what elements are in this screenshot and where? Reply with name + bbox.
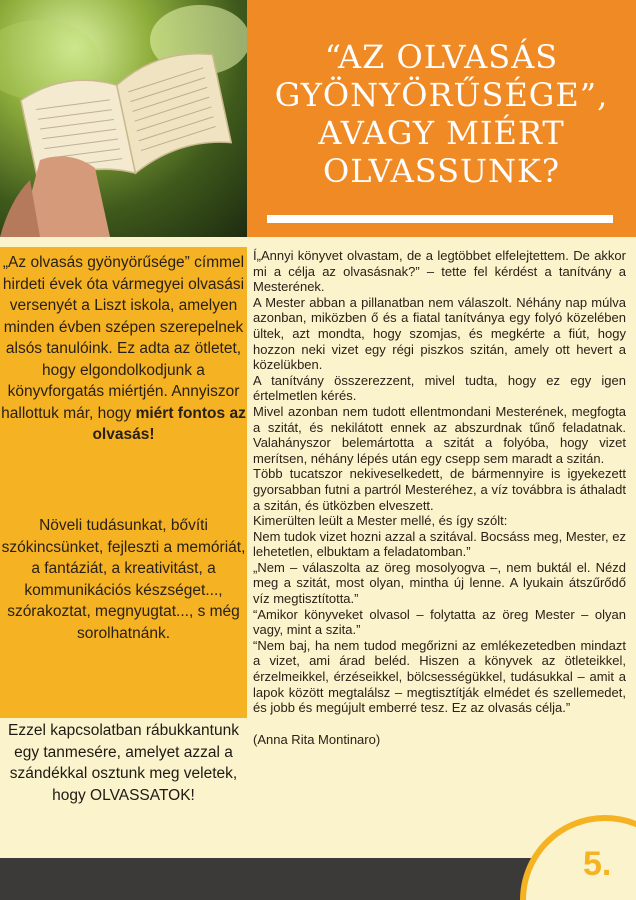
sidebar-outro: Ezzel kapcsolatban rábukkantunk egy tanmesére, amelyet azzal a szándékkal osztunk meg veletek, hogy OLVASSATOK! xyxy=(8,722,239,804)
article-signature: (Anna Rita Montinaro) xyxy=(253,731,381,747)
article-paragraph: Nem tudok vizet hozni azzal a szitával. Bocsáss meg, Mester, ez lehetetlen, elbuktam a feladatomban.” xyxy=(253,528,626,560)
article-paragraph: Több tucatszor nekiveselkedett, de bármennyire is igyekezett gyorsabban futni a partról Mesteréhez, a víz továbbra is áthaladt a szitán, és ütközben elveszett. xyxy=(253,466,626,513)
book-illustration xyxy=(0,0,247,237)
article-paragraph: A Mester abban a pillanatban nem válaszolt. Néhány nap múlva azonban, miközben ő és a fiatal tanítványa egy folyó közelében ültek, azt mondta, hogy szomjas, és megkérte a fiút, hogy hozzon neki vizet egy régi piszkos szitán, amely ott hevert a közelükben. xyxy=(253,294,626,373)
article-paragraph: A tanítvány összerezzent, mivel tudta, hogy ez egy igen értelmetlen kérés. xyxy=(253,372,626,404)
title-divider xyxy=(267,215,613,223)
article-paragraph: Kimerülten leült a Mester mellé, és így szólt: xyxy=(253,513,508,529)
article-paragraph: „Nem – válaszolta az öreg mosolyogva –, nem buktál el. Nézd meg a szitát, most olyan, mintha új lenne. A lyukain átszűrődő víz megtisztította.” xyxy=(253,559,626,607)
corner-arc xyxy=(520,815,636,900)
article-paragraph: Mivel azonban nem tudott ellentmondani Mesterének, megfogta a szitát, és nekilátott ennek az abszurdnak tűnő feladatnak. Valahányszor belemártotta a szitát a folyóba, hogy vizet merítsen, néhány lépés után egy csepp sem maradt a szitán. xyxy=(253,403,626,466)
article-paragraph: “Nem baj, ha nem tudod megőrizni az emlékezetedben mindazt a vizet, ami árad beléd. Hiszen a könyvek az ötleteikkel, érzelmeikkel, érzéseikkel, bölcsességükkel, tudásukkal – amit a lapok között megtalálsz – megtisztítják elmédet és szellemedet, és jobb és megújult emberré tesz. Ez az olvasás célja.” xyxy=(253,637,626,716)
sidebar-intro-bold: miért fontos az olvasás! xyxy=(92,404,246,443)
divider-strip xyxy=(0,237,247,247)
sidebar-intro-text: „Az olvasás gyönyörűsége” címmel hirdeti évek óta vármegyei olvasási versenyét a Liszt iskola, amelyen minden évben szépen szerepelnek alsós tanulóink. Ez adta az ötletet, hogy elgondolkodjunk a könyvforgatás miértjén. Annyiszor hallottuk már, hogy xyxy=(1,254,245,422)
title-panel xyxy=(247,0,636,237)
page-corner-decoration xyxy=(520,815,636,900)
sidebar-benefits: Növeli tudásunkat, bővíti szókincsünket, fejleszti a memóriát, a fantáziát, a kreativitást, a kommunikációs készséget..., szórakoztat, megnyugtat..., s még sorolhatnánk. xyxy=(1,517,246,642)
page-number: 5. xyxy=(583,845,612,883)
article-paragraph: “Amikor könyveket olvasol – folytatta az öreg Mester – olyan vagy, mint a szita.” xyxy=(253,606,626,638)
article-body xyxy=(253,248,626,747)
page-title: “AZ OLVASÁS GYÖNYÖRŰSÉGE”, AVAGY MIÉRT OLVASSUNK? xyxy=(274,38,609,190)
sidebar-outro-panel xyxy=(0,718,247,858)
sidebar-intro xyxy=(0,252,247,446)
sidebar-panel xyxy=(0,247,247,718)
open-book-photo xyxy=(0,0,247,237)
article-paragraph: Í„Annyi könyvet olvastam, de a legtöbbet elfelejtettem. De akkor mi a célja az olvasásnak?” – tette fel kérdést a tanítvány a Mesterének. xyxy=(253,248,626,295)
